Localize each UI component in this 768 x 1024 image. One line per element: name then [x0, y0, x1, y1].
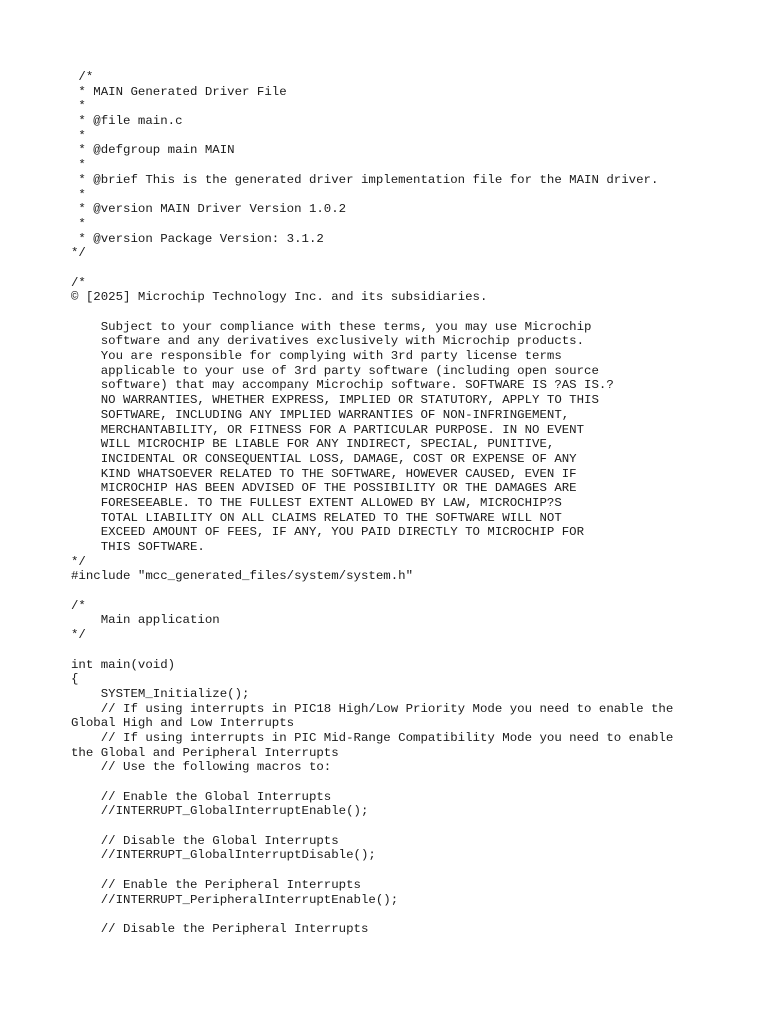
- code-line: MICROCHIP HAS BEEN ADVISED OF THE POSSIBILITY OR THE DAMAGES ARE: [71, 481, 577, 496]
- code-line: WILL MICROCHIP BE LIABLE FOR ANY INDIRECT, SPECIAL, PUNITIVE,: [71, 437, 555, 452]
- code-line: *: [71, 187, 86, 202]
- code-line: THIS SOFTWARE.: [71, 540, 205, 554]
- code-line: // Enable the Peripheral Interrupts: [71, 877, 361, 892]
- code-line: * @brief This is the generated driver implementation file for the MAIN driver.: [71, 172, 659, 187]
- code-line: *: [71, 216, 86, 231]
- code-line: //INTERRUPT_GlobalInterruptEnable();: [71, 804, 369, 819]
- code-line: // If using interrupts in PIC18 High/Low Priority Mode you need to enable the: [71, 701, 674, 716]
- code-line: applicable to your use of 3rd party software (including open source: [71, 363, 599, 378]
- code-line: Global High and Low Interrupts: [71, 716, 295, 731]
- code-line: [71, 261, 711, 276]
- code-line: Subject to your compliance with these terms, you may use Microchip: [71, 319, 592, 334]
- code-line: KIND WHATSOEVER RELATED TO THE SOFTWARE, HOWEVER CAUSED, EVEN IF: [71, 466, 577, 481]
- code-line: SOFTWARE, INCLUDING ANY IMPLIED WARRANTIES OF NON-INFRINGEMENT,: [71, 407, 570, 422]
- code-line: [71, 584, 711, 599]
- code-line: // Disable the Global Interrupts: [71, 833, 339, 848]
- code-line: TOTAL LIABILITY ON ALL CLAIMS RELATED TO THE SOFTWARE WILL NOT: [71, 510, 562, 525]
- code-line: #include "mcc_generated_files/system/system.h": [71, 569, 414, 584]
- code-line: MERCHANTABILITY, OR FITNESS FOR A PARTICULAR PURPOSE. IN NO EVENT: [71, 422, 585, 437]
- code-line: * @version Package Version: 3.1.2: [71, 231, 324, 246]
- document-page: [71, 70, 711, 937]
- code-line: */: [71, 554, 86, 569]
- code-line: // Disable the Peripheral Interrupts: [71, 921, 369, 936]
- code-line: //INTERRUPT_PeripheralInterruptEnable();: [71, 892, 399, 907]
- code-line: int main(void): [71, 657, 176, 672]
- code-line: software and any derivatives exclusively with Microchip products.: [71, 334, 585, 349]
- code-line: You are responsible for complying with 3rd party license terms: [71, 349, 562, 364]
- code-line: [71, 643, 711, 658]
- code-line: */: [71, 246, 86, 261]
- code-line: EXCEED AMOUNT OF FEES, IF ANY, YOU PAID DIRECTLY TO MICROCHIP FOR: [71, 525, 585, 540]
- code-line: SYSTEM_Initialize();: [71, 686, 250, 701]
- code-line: /*: [71, 70, 94, 84]
- code-line: //INTERRUPT_GlobalInterruptDisable();: [71, 848, 376, 863]
- code-line: [71, 907, 711, 922]
- code-line: /*: [71, 598, 86, 613]
- code-line: *: [71, 158, 86, 173]
- code-line: FORESEEABLE. TO THE FULLEST EXTENT ALLOWED BY LAW, MICROCHIP?S: [71, 495, 562, 510]
- code-line: © [2025] Microchip Technology Inc. and its subsidiaries.: [71, 290, 488, 305]
- code-line: // Use the following macros to:: [71, 760, 332, 775]
- code-line: /*: [71, 275, 86, 290]
- code-line: *: [71, 128, 86, 143]
- code-line: *: [71, 99, 86, 114]
- code-line: the Global and Peripheral Interrupts: [71, 745, 339, 760]
- code-line: INCIDENTAL OR CONSEQUENTIAL LOSS, DAMAGE, COST OR EXPENSE OF ANY: [71, 451, 577, 466]
- code-line: // If using interrupts in PIC Mid-Range Compatibility Mode you need to enable: [71, 730, 674, 745]
- code-line: Main application: [71, 613, 220, 628]
- code-line: NO WARRANTIES, WHETHER EXPRESS, IMPLIED OR STATUTORY, APPLY TO THIS: [71, 393, 599, 408]
- code-line: software) that may accompany Microchip software. SOFTWARE IS ?AS IS.?: [71, 378, 614, 393]
- code-line: [71, 863, 711, 878]
- code-line: * @file main.c: [71, 114, 183, 129]
- code-line: */: [71, 628, 86, 643]
- code-line: [71, 819, 711, 834]
- code-line: [71, 305, 711, 320]
- code-line: [71, 775, 711, 790]
- code-line: // Enable the Global Interrupts: [71, 789, 332, 804]
- code-line: {: [71, 672, 79, 687]
- code-line: * MAIN Generated Driver File: [71, 84, 287, 99]
- code-line: * @defgroup main MAIN: [71, 143, 235, 158]
- code-line: * @version MAIN Driver Version 1.0.2: [71, 202, 347, 217]
